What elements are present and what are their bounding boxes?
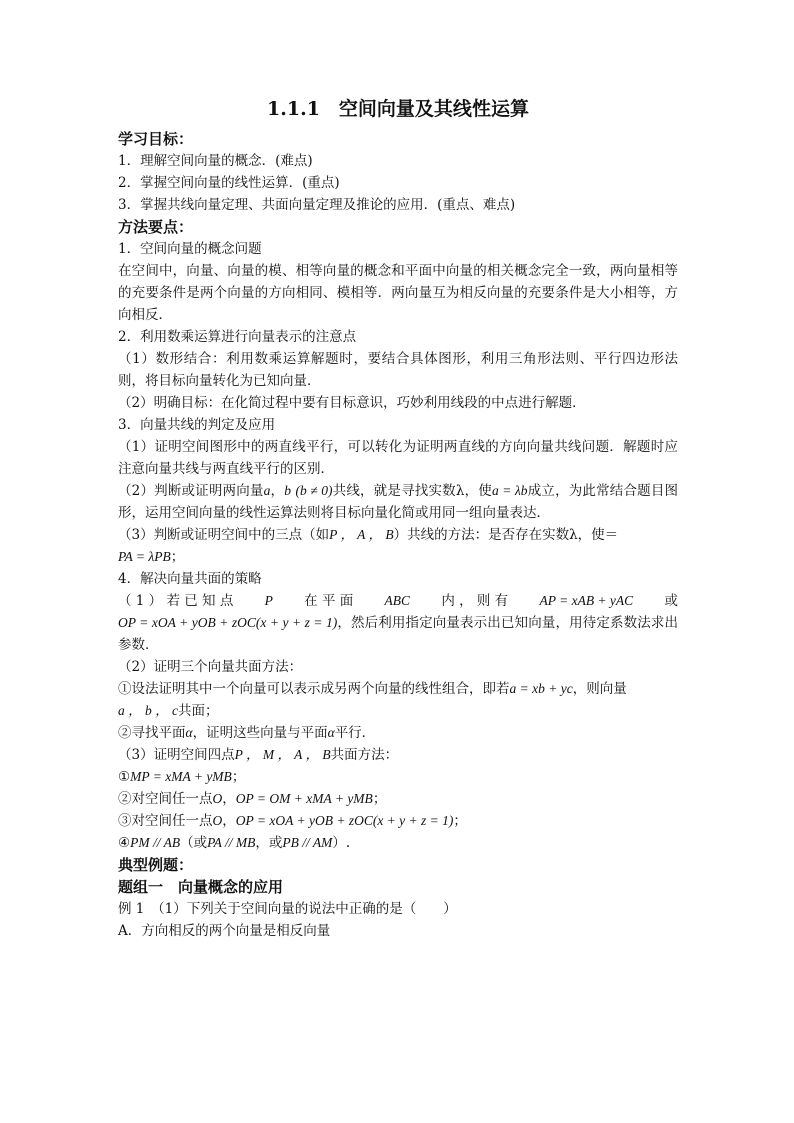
goal-item: 2．掌握空间向量的线性运算．(重点) [118, 175, 340, 191]
method-4-point-2-item-1 [118, 678, 678, 722]
math-points: P ， M ， A ， B [234, 747, 331, 762]
page-title: 1.1.1 空间向量及其线性运算 [267, 98, 529, 120]
text-run: （ 1 ） 若 已 知 点 [118, 593, 234, 609]
math-expression: PA // MB [207, 835, 256, 850]
section-heading-examples: 典型例题： [118, 856, 194, 874]
text-run: ③对空间任一点 [118, 813, 213, 829]
method-4-point-3-item-1 [118, 766, 678, 788]
text-run: 共线，就是寻找实数λ，使 [332, 483, 492, 499]
math-expression: MP = xMA + yMB [130, 769, 232, 784]
text-run: ， [270, 483, 285, 499]
method-1-text: 在空间中，向量、向量的模、相等向量的概念和平面中向量的相关概念完全一致，两向量相等的充要条件是两个向量的方向相同、模相等．两向量互为相反向量的充要条件是大小相等，方向相反． [118, 263, 678, 323]
text-run: ① [118, 769, 131, 785]
math-point: O [212, 791, 223, 806]
example-1-question: 例 1 （1）下列关于空间向量的说法中正确的是（ ） [118, 901, 457, 917]
section-heading-methods: 方法要点： [118, 218, 194, 236]
method-3-point-3 [118, 524, 678, 568]
math-expression: OP = OM + xMA + yMB [235, 791, 373, 806]
math-expression: OP = xOA + yOB + zOC(x + y + z = 1) [235, 813, 454, 828]
math-vector: a [263, 483, 271, 498]
method-4-point-1-cont [118, 612, 678, 656]
text-run: （2）判断或证明两向量 [118, 483, 264, 499]
math-expression: PA = λPB [118, 549, 171, 564]
method-4-point-1-line [118, 590, 678, 612]
group-heading-1: 题组一 向量概念的应用 [118, 878, 284, 896]
math-vector: b [284, 483, 291, 498]
goal-item: 1．理解空间向量的概念．(难点) [118, 153, 313, 169]
method-4-point-2-item-2 [118, 722, 678, 744]
method-3-point-1: （1）证明空间图形中的两直线平行，可以转化为证明两直线的方向向量共线问题．解题时应注意向量共线与两直线平行的区别． [118, 439, 678, 477]
math-point: P [264, 593, 273, 608]
text-run: ； [231, 769, 246, 785]
method-4-title: 4．解决向量共面的策略 [118, 571, 262, 587]
math-symbol: α [185, 725, 193, 740]
text-run: ④ [118, 835, 131, 851]
text-run: ，然后利用指定向量表示出已知向量，用待定系数法求出参数． [118, 615, 679, 653]
method-1-title: 1．空间向量的概念问题 [118, 241, 262, 257]
text-run: （或 [180, 835, 208, 851]
math-expression: (b ≠ 0) [295, 483, 333, 498]
text-run: ， [222, 791, 236, 807]
text-run: 成立，为此常结合题目图形，运用空间向量的线性运算法则将目标向量化简或用同一组向量表达． [118, 483, 679, 521]
math-expression: PB // AM [282, 835, 333, 850]
math-plane: ABC [384, 593, 411, 608]
method-3-title: 3．向量共线的判定及应用 [118, 417, 276, 433]
text-run: ， [222, 813, 236, 829]
text-run: ①设法证明其中一个向量可以表示成另两个向量的线性组合，即若 [118, 681, 510, 697]
text-run: 共面； [178, 703, 219, 719]
text-run: 平行． [334, 725, 376, 741]
math-expression: OP = xOA + yOB + zOC(x + y + z = 1) [118, 615, 338, 630]
math-vectors: a ， b ， c [118, 703, 178, 718]
method-4-point-3-item-2 [118, 788, 678, 810]
text-run: ）共线的方法：是否存在实数λ，使＝ [393, 527, 619, 543]
text-run: ； [372, 791, 387, 807]
method-4-point-3-item-4 [118, 832, 678, 854]
section-heading-goals: 学习目标： [118, 130, 194, 148]
document-page [118, 96, 678, 942]
text-run: ）. [332, 835, 351, 851]
method-3-point-2 [118, 480, 678, 524]
math-expression: PM // AB [130, 835, 181, 850]
text-run: （3）证明空间四点 [118, 747, 235, 763]
text-run: （3）判断或证明空间中的三点（如 [118, 527, 330, 543]
math-point: O [212, 813, 223, 828]
text-run: ，或 [255, 835, 283, 851]
text-run: 内 ， 则 有 [441, 593, 509, 609]
method-4-point-3-item-3 [118, 810, 678, 832]
math-expression: a = xb + yc [509, 681, 573, 696]
text-run: 共面方法： [330, 747, 399, 763]
method-2-title: 2．利用数乘运算进行向量表示的注意点 [118, 329, 357, 345]
text-run: ； [170, 549, 185, 565]
method-4-point-2-title: （2）证明三个向量共面方法： [118, 659, 303, 675]
method-2-point-2: （2）明确目标：在化简过程中要有目标意识，巧妙利用线段的中点进行解题． [118, 395, 586, 411]
text-run: ，证明这些向量与平面 [192, 725, 328, 741]
math-symbol: α [327, 725, 335, 740]
text-run: 或 [664, 593, 678, 609]
math-points: P ， A ， B [329, 527, 394, 542]
method-2-point-1: （1）数形结合：利用数乘运算解题时，要结合具体图形，利用三角形法则、平行四边形法则，将目标向量转化为已知向量． [118, 351, 678, 389]
text-run: ，则向量 [572, 681, 627, 697]
example-1-option-a: A．方向相反的两个向量是相反向量 [118, 923, 331, 939]
method-4-point-3-title [118, 744, 678, 766]
text-run: ②对空间任一点 [118, 791, 213, 807]
text-run: ； [453, 813, 467, 829]
math-expression: AP = xAB + yAC [539, 593, 634, 608]
math-expression: a = λb [491, 483, 528, 498]
text-run: ②寻找平面 [118, 725, 186, 741]
text-run: 在 平 面 [304, 593, 354, 609]
goal-item: 3．掌握共线向量定理、共面向量定理及推论的应用．(重点、难点) [118, 197, 516, 213]
